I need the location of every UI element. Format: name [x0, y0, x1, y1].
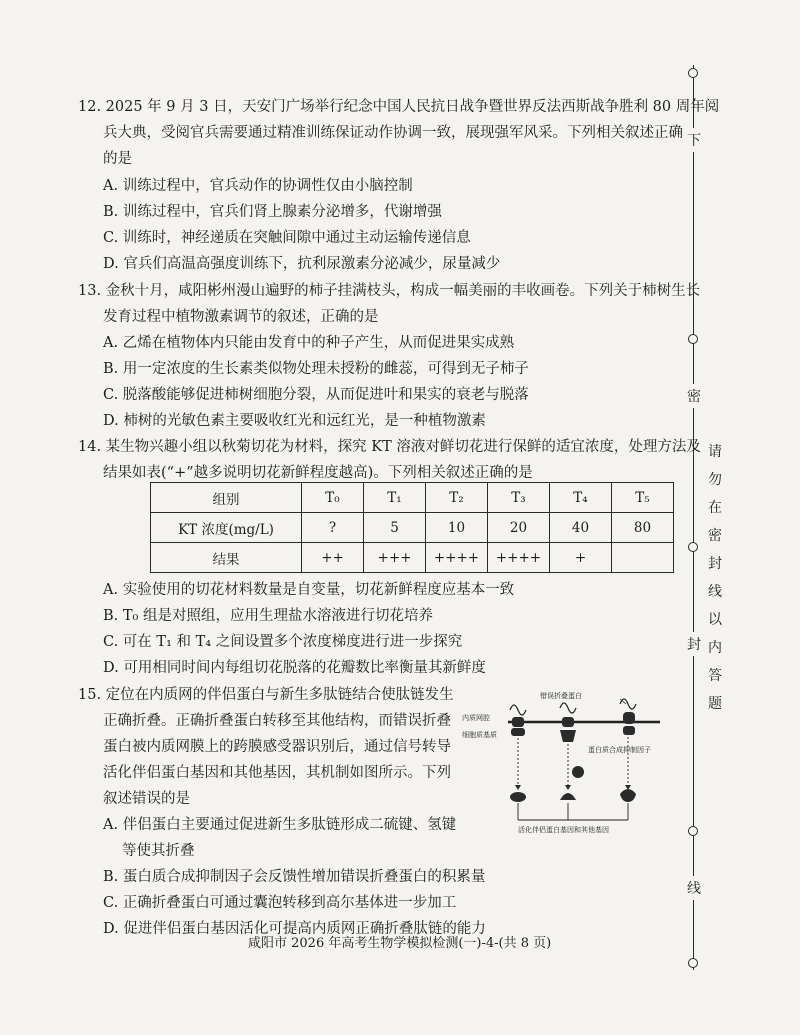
- table-cell: ++: [302, 543, 364, 573]
- transcription-factors: [510, 789, 636, 802]
- table-cell: 5: [364, 513, 426, 543]
- arrow-heads: [515, 785, 631, 790]
- margin-char-xia: 下: [687, 128, 701, 152]
- binding-hole: [688, 68, 698, 78]
- table-cell: ++++: [488, 543, 550, 573]
- signal-arrows: [518, 737, 628, 786]
- table-cell: +++: [364, 543, 426, 573]
- misfolded-protein-label: 错误折叠蛋白: [540, 692, 582, 700]
- q14-option-d: D. 可用相同时间内每组切花脱落的花瓣数比率衡量其新鲜度: [103, 660, 486, 676]
- q14-stem-line1: 14. 某生物兴趣小组以秋菊切花为材料，探究 KT 溶液对鲜切花进行保鲜的适宜浓度，处理方法及: [78, 439, 701, 455]
- q15-option-d: D. 促进伴侣蛋白基因活化可提高内质网正确折叠肽链的能力: [103, 921, 486, 937]
- gene-arrows: [518, 803, 628, 820]
- q12-option-b: B. 训练过程中，官兵们肾上腺素分泌增多，代谢增强: [103, 204, 442, 220]
- kt-concentration-table: [150, 482, 674, 573]
- inhibitor-label: 蛋白质合成抑制因子: [588, 746, 651, 754]
- table-row: [151, 543, 674, 573]
- q14-option-c: C. 可在 T₁ 和 T₄ 之间设置多个浓度梯度进行进一步探究: [103, 634, 463, 650]
- receptor-left: [510, 705, 526, 736]
- table-cell: T₁: [364, 483, 426, 513]
- q12-stem-line3: 的是: [103, 151, 132, 167]
- q15-option-a: A. 伴侣蛋白主要通过促进新生多肽链形成二硫键、氢键: [103, 817, 457, 833]
- q13-stem-line1: 13. 金秋十月，咸阳彬州漫山遍野的柿子挂满枝头，构成一幅美丽的丰收画卷。下列关于柿树生长: [78, 283, 701, 299]
- table-row-label: 结果: [151, 543, 302, 573]
- q14-option-b: B. T₀ 组是对照组，应用生理盐水溶液进行切花培养: [103, 608, 433, 624]
- table-row-label: KT 浓度(mg/L): [151, 513, 302, 543]
- q13-option-a: A. 乙烯在植物体内只能由发育中的种子产生，从而促进果实成熟: [103, 335, 515, 351]
- q15-stem-line5: 叙述错误的是: [103, 791, 190, 807]
- q15-stem-line2: 正确折叠。正确折叠蛋白转移至其他结构，而错误折叠: [103, 713, 451, 729]
- q14-stem-line2: 结果如表(“+”越多说明切花新鲜程度越高)。下列相关叙述正确的是: [103, 465, 533, 481]
- er-lumen-label: 内质网腔: [462, 714, 490, 722]
- receptor-middle: [560, 703, 576, 742]
- table-cell: T₃: [488, 483, 550, 513]
- table-cell: T₂: [426, 483, 488, 513]
- q12-option-d: D. 官兵们高温高强度训练下，抗利尿激素分泌减少，尿量减少: [103, 256, 501, 272]
- margin-char-mi: 密: [687, 384, 701, 408]
- q15-stem-line1: 15. 定位在内质网的伴侣蛋白与新生多肽链结合使肽链发生: [78, 687, 454, 703]
- q12-option-a: A. 训练过程中，官兵动作的协调性仅由小脑控制: [103, 178, 413, 194]
- table-cell: +: [550, 543, 612, 573]
- q14-option-a: A. 实验使用的切花材料数量是自变量，切花新鲜程度应基本一致: [103, 582, 515, 598]
- table-cell: ++++: [426, 543, 488, 573]
- q15-stem-line4: 活化伴侣蛋白基因和其他基因，其机制如图所示。下列: [103, 765, 451, 781]
- q13-option-c: C. 脱落酸能够促进柿树细胞分裂，从而促进叶和果实的衰老与脱落: [103, 387, 529, 403]
- q15-option-b: B. 蛋白质合成抑制因子会反馈性增加错误折叠蛋白的积累量: [103, 869, 486, 885]
- genes-label: 活化伴侣蛋白基因和其他基因: [518, 826, 609, 834]
- table-cell: 40: [550, 513, 612, 543]
- table-row: [151, 513, 674, 543]
- q13-option-d: D. 柿树的光敏色素主要吸收红光和远红光，是一种植物激素: [103, 413, 486, 429]
- q15-option-a-cont: 等使其折叠: [122, 843, 195, 859]
- binding-hole: [688, 826, 698, 836]
- table-cell: T₅: [612, 483, 674, 513]
- inhibitor-factor: [572, 766, 584, 778]
- receptor-right: [620, 699, 636, 735]
- q12-stem-line2: 兵大典，受阅官兵需要通过精准训练保证动作协调一致，展现强军风采。下列相关叙述正确: [103, 125, 683, 141]
- q13-stem-line2: 发育过程中植物激素调节的叙述，正确的是: [103, 309, 379, 325]
- binding-hole: [688, 958, 698, 968]
- table-cell: [612, 543, 674, 573]
- table-row: [151, 483, 674, 513]
- page-footer: 咸阳市 2026 年高考生物学模拟检测(一)-4-(共 8 页): [248, 936, 552, 951]
- binding-hole: [688, 334, 698, 344]
- table-cell: 10: [426, 513, 488, 543]
- cytoplasm-label: 细胞质基质: [462, 731, 497, 739]
- table-row-label: 组别: [151, 483, 302, 513]
- q12-stem-line1: 12. 2025 年 9 月 3 日，天安门广场举行纪念中国人民抗日战争暨世界反法西斯战争胜利 80 周年阅: [78, 99, 720, 115]
- q15-option-c: C. 正确折叠蛋白可通过囊泡转移到高尔基体进一步加工: [103, 895, 457, 911]
- q13-option-b: B. 用一定浓度的生长素类似物处理未授粉的雌蕊，可得到无子柿子: [103, 361, 529, 377]
- q12-option-c: C. 训练时，神经递质在突触间隙中通过主动运输传递信息: [103, 230, 471, 246]
- table-cell: T₄: [550, 483, 612, 513]
- q15-stem-line3: 蛋白被内质网膜上的跨膜感受器识别后，通过信号转导: [103, 739, 451, 755]
- table-cell: ?: [302, 513, 364, 543]
- margin-instruction-text: 请勿在密封线以内答题: [708, 444, 722, 712]
- margin-char-xian: 线: [687, 876, 701, 900]
- table-cell: T₀: [302, 483, 364, 513]
- table-cell: 20: [488, 513, 550, 543]
- er-stress-diagram: [460, 690, 675, 840]
- margin-char-feng: 封: [687, 632, 701, 656]
- table-cell: 80: [612, 513, 674, 543]
- binding-hole: [688, 542, 698, 552]
